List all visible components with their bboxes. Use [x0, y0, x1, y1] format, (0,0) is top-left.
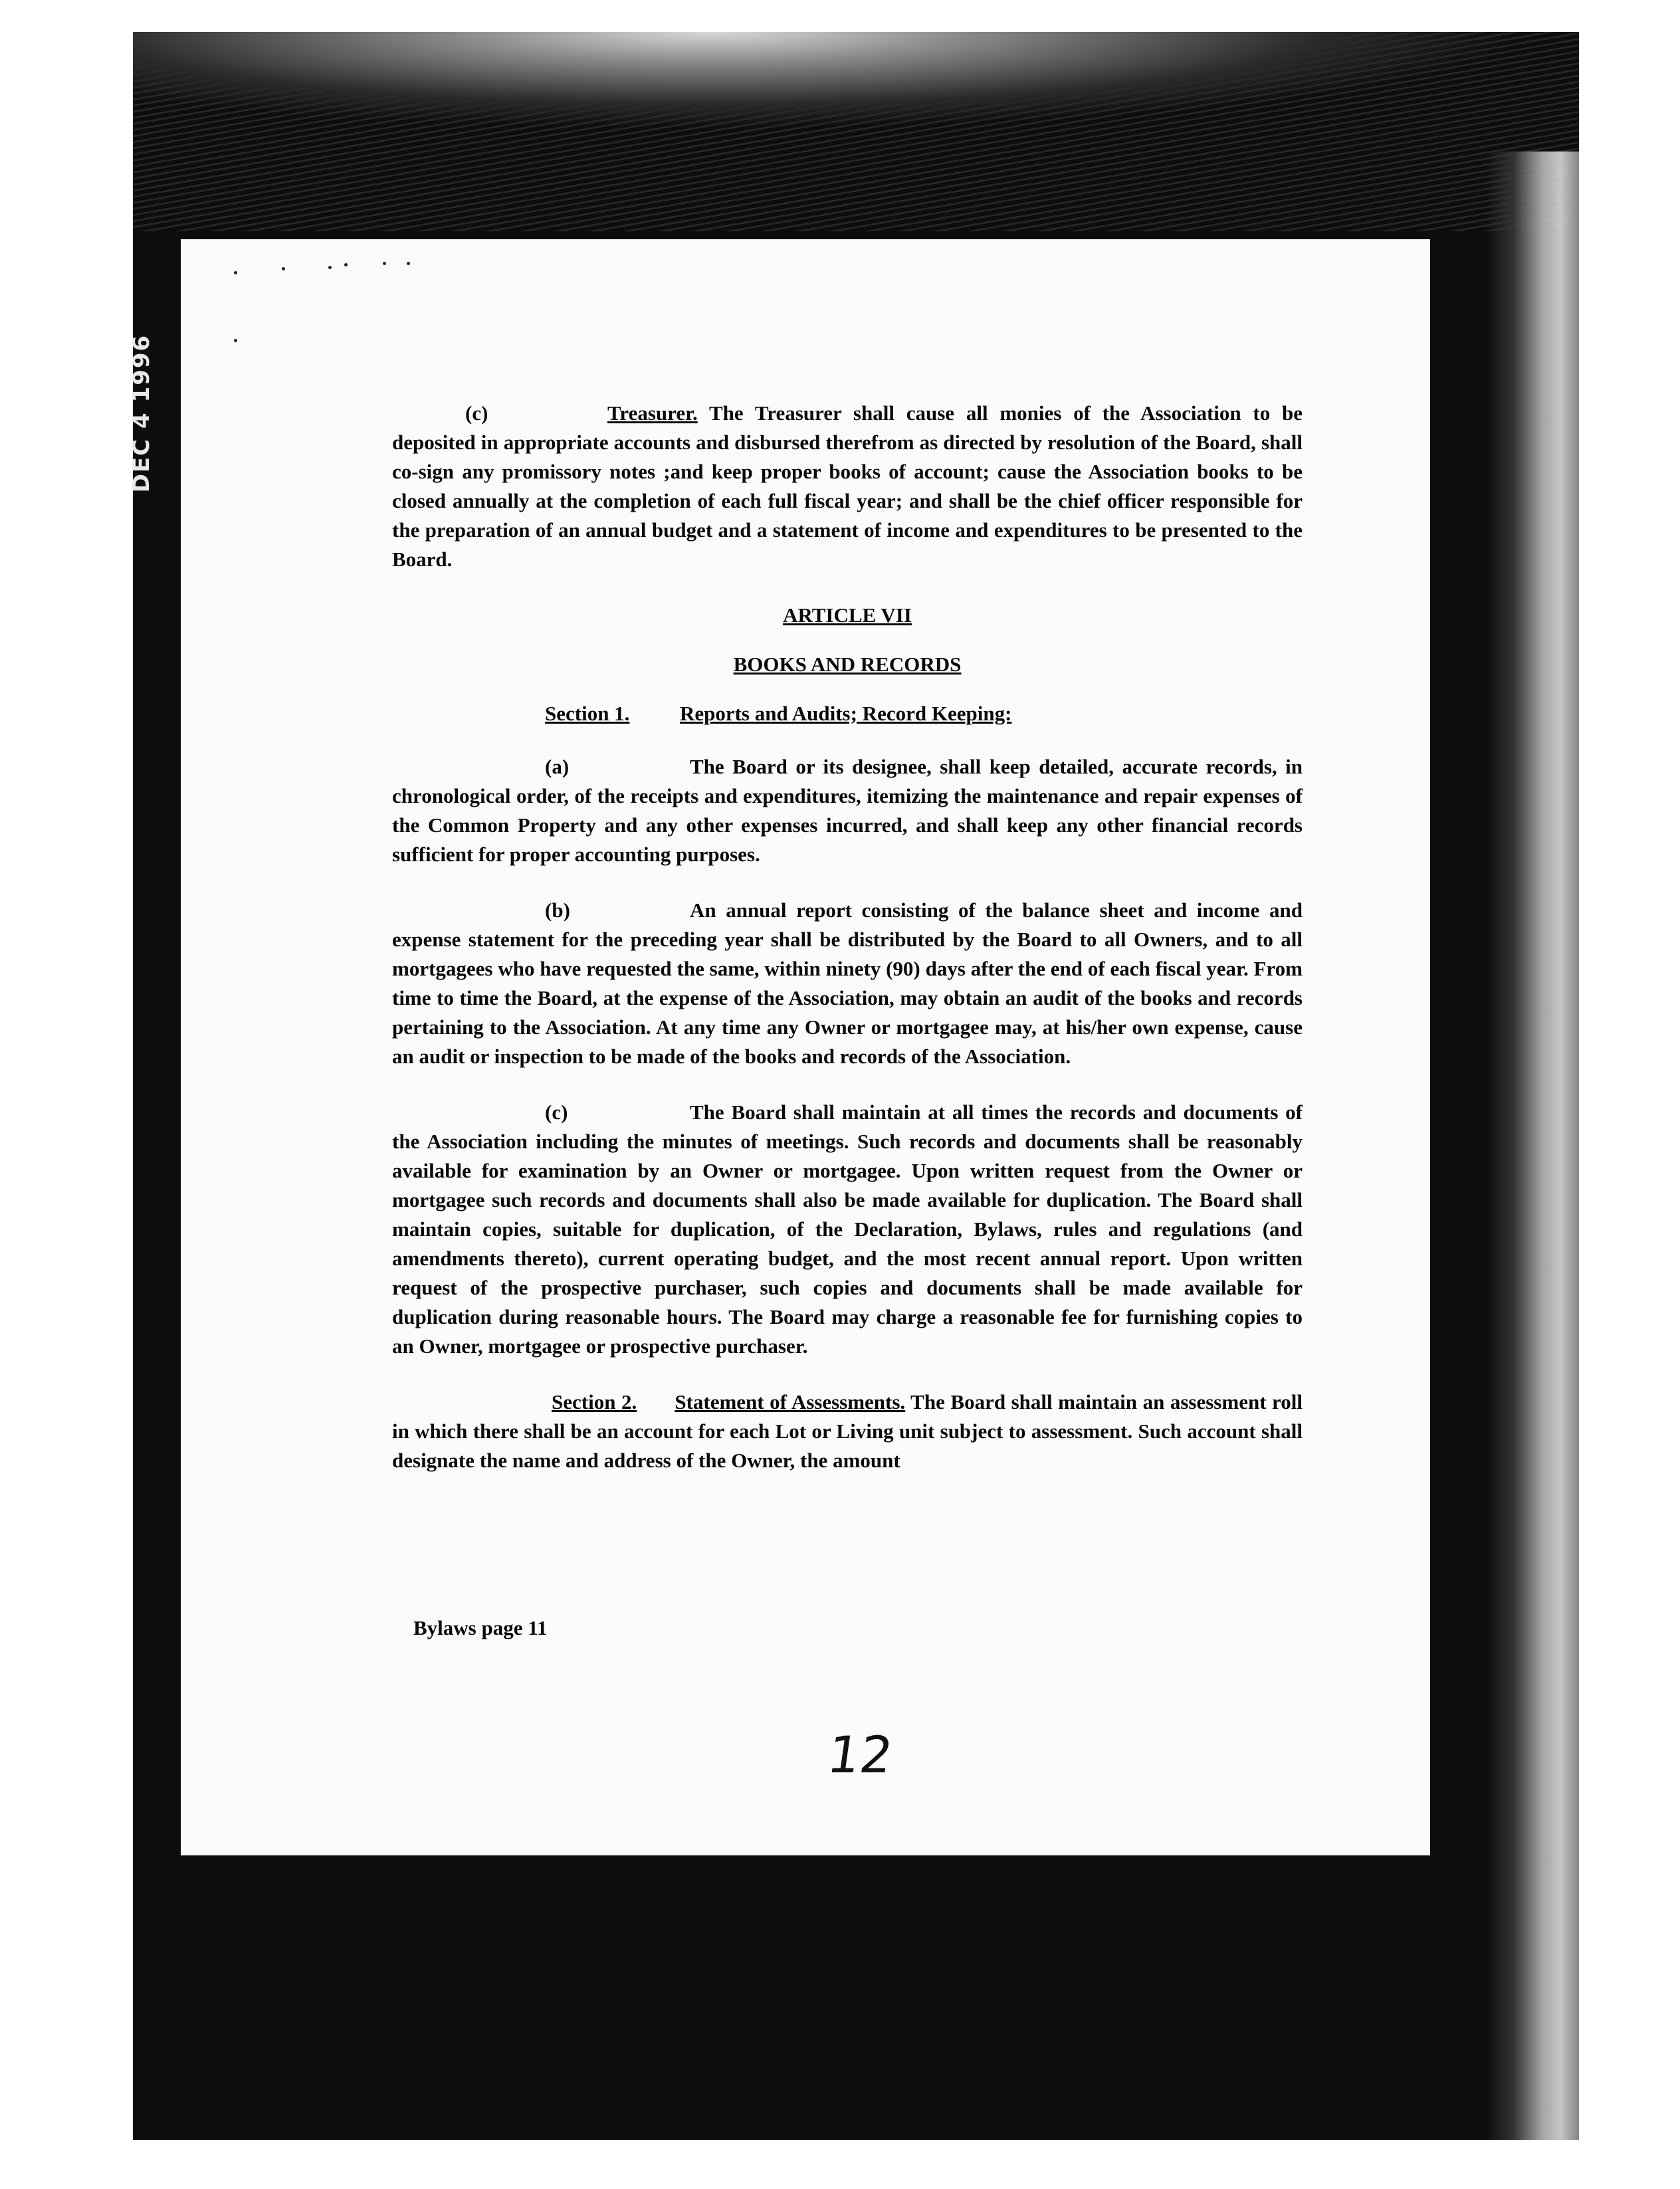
document-body [392, 399, 1303, 1502]
paragraph-c-label: (c) [545, 1100, 568, 1124]
scan-speck [407, 262, 410, 265]
section-2-title: Statement of Assessments. [675, 1390, 906, 1413]
treasurer-text: The Treasurer shall cause all monies of the Association to be deposited in appropriate accounts and disbursed therefrom as directed by resolution of the Board, shall co-sign any promissory notes ;and keep proper books of account; cause the Association books to be closed annually at the completion of each full fiscal year; and shall be the chief officer responsible for the preparation of an annual budget and a statement of income and expenditures to be presented to the Board. [392, 401, 1303, 571]
section-1-heading [392, 699, 1303, 728]
section-2-text: The Board shall maintain an assessment roll in which there shall be an account for each Lot or Living unit subject to assessment. Such account shall designate the name and address of the Owner, the amount [392, 1390, 1303, 1472]
section-1-paragraph-c [392, 1098, 1303, 1361]
scan-speck [328, 266, 332, 269]
scan-speck [234, 339, 237, 342]
paragraph-c-text: The Board shall maintain at all times the records and documents of the Association including the minutes of meetings. Such records and documents shall be reasonably available for examination by an Owner or mortgagee. Upon written request from the Owner or mortgagee such records and documents shall also be made available for duplication. The Board shall maintain copies, suitable for duplication, of the Declaration, Bylaws, rules and regulations (and amendments thereto), current operating budget, and the most recent annual report. Upon written request of the prospective purchaser, such copies and documents shall be made available for duplication during reasonable hours. The Board may charge a reasonable fee for furnishing copies to an Owner, mortgagee or prospective purchaser. [392, 1100, 1303, 1358]
section-1-paragraph-a [392, 752, 1303, 869]
handwritten-page-number: 12 [823, 1725, 896, 1784]
section-1-title: Reports and Audits; Record Keeping: [679, 702, 1012, 725]
paragraph-a-label: (a) [545, 755, 570, 778]
scan-speck [282, 267, 285, 270]
section-1-label: Section 1. [545, 702, 630, 725]
section-2-label: Section 2. [552, 1390, 637, 1413]
article-number: ARTICLE VII [783, 603, 912, 627]
treasurer-label: (c) [465, 401, 488, 425]
paragraph-b-text: An annual report consisting of the balance sheet and income and expense statement for the preceding year shall be distributed by the Board to all Owners, and to all mortgagees who have requested the same, within ninety (90) days after the end of each fiscal year. From time to time the Board, at the expense of the Association, may obtain an audit of the books and records pertaining to the Association. At any time any Owner or mortgagee may, at his/her own expense, cause an audit or inspection to be made of the books and records of the Association. [392, 898, 1303, 1068]
scan-speck [234, 271, 237, 274]
section-2-paragraph [392, 1388, 1303, 1475]
paragraph-b-label: (b) [545, 898, 570, 922]
page-footer: Bylaws page 11 [413, 1616, 548, 1639]
section-1-paragraph-b [392, 896, 1303, 1071]
date-stamp-text: DEC 4 1996 [128, 334, 155, 493]
treasurer-paragraph [392, 399, 1303, 574]
date-stamp [126, 327, 157, 500]
scan-speck [344, 263, 348, 266]
article-title: BOOKS AND RECORDS [733, 653, 962, 676]
treasurer-heading: Treasurer. [607, 401, 698, 425]
scan-speck [383, 262, 386, 265]
paragraph-a-text: The Board or its designee, shall keep detailed, accurate records, in chronological order, of the receipts and expenditures, itemizing the maintenance and repair expenses of the Common Property and any other expenses incurred, and shall keep any other financial records sufficient for proper accounting purposes. [392, 755, 1303, 866]
